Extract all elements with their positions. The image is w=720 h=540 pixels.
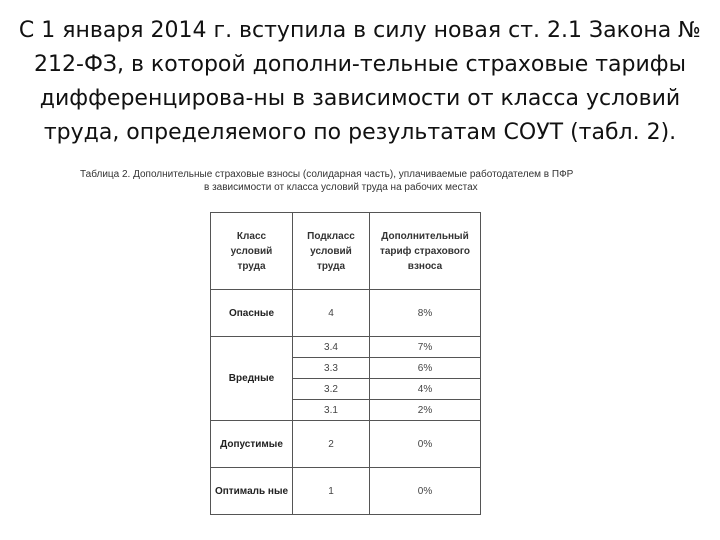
table-row bbox=[211, 468, 481, 515]
caption-line-2: в зависимости от класса условий труда на рабочих местах bbox=[204, 182, 478, 193]
paragraph-line: труда, определяемого по результатам СОУТ (табл. 2). bbox=[43, 120, 677, 145]
header-class: Класс условий труда bbox=[211, 213, 293, 290]
subclass-cell: 3.2 bbox=[293, 379, 370, 400]
main-paragraph bbox=[12, 14, 708, 150]
table-row bbox=[211, 337, 481, 358]
rate-cell: 4% bbox=[370, 379, 481, 400]
tariff-table bbox=[210, 212, 481, 515]
subclass-cell: 4 bbox=[293, 290, 370, 337]
subclass-cell: 1 bbox=[293, 468, 370, 515]
rate-cell: 7% bbox=[370, 337, 481, 358]
rate-cell: 0% bbox=[370, 421, 481, 468]
table-caption bbox=[80, 168, 640, 194]
rate-cell: 0% bbox=[370, 468, 481, 515]
class-cell: Опасные bbox=[211, 290, 293, 337]
table-row bbox=[211, 421, 481, 468]
paragraph-line: С 1 января 2014 г. вступила в силу новая ст. 2.1 Закона № bbox=[18, 18, 702, 43]
rate-cell: 2% bbox=[370, 400, 481, 421]
subclass-cell: 2 bbox=[293, 421, 370, 468]
class-cell: Допустимые bbox=[211, 421, 293, 468]
class-cell: Вредные bbox=[211, 337, 293, 421]
table-header-row bbox=[211, 213, 481, 290]
table-row bbox=[211, 290, 481, 337]
rate-cell: 6% bbox=[370, 358, 481, 379]
paragraph-line: дифференцирова-ны в зависимости от класса условий bbox=[39, 86, 681, 111]
header-rate: Дополнительный тариф страхового взноса bbox=[370, 213, 481, 290]
rate-cell: 8% bbox=[370, 290, 481, 337]
class-cell: Оптималь ные bbox=[211, 468, 293, 515]
subclass-cell: 3.4 bbox=[293, 337, 370, 358]
paragraph-line: 212-ФЗ, в которой дополни-тельные страховые тарифы bbox=[34, 52, 686, 77]
caption-line-1: Таблица 2. Дополнительные страховые взносы (солидарная часть), уплачиваемые работодателем в ПФР bbox=[80, 169, 574, 180]
subclass-cell: 3.3 bbox=[293, 358, 370, 379]
header-subclass: Подкласс условий труда bbox=[293, 213, 370, 290]
subclass-cell: 3.1 bbox=[293, 400, 370, 421]
